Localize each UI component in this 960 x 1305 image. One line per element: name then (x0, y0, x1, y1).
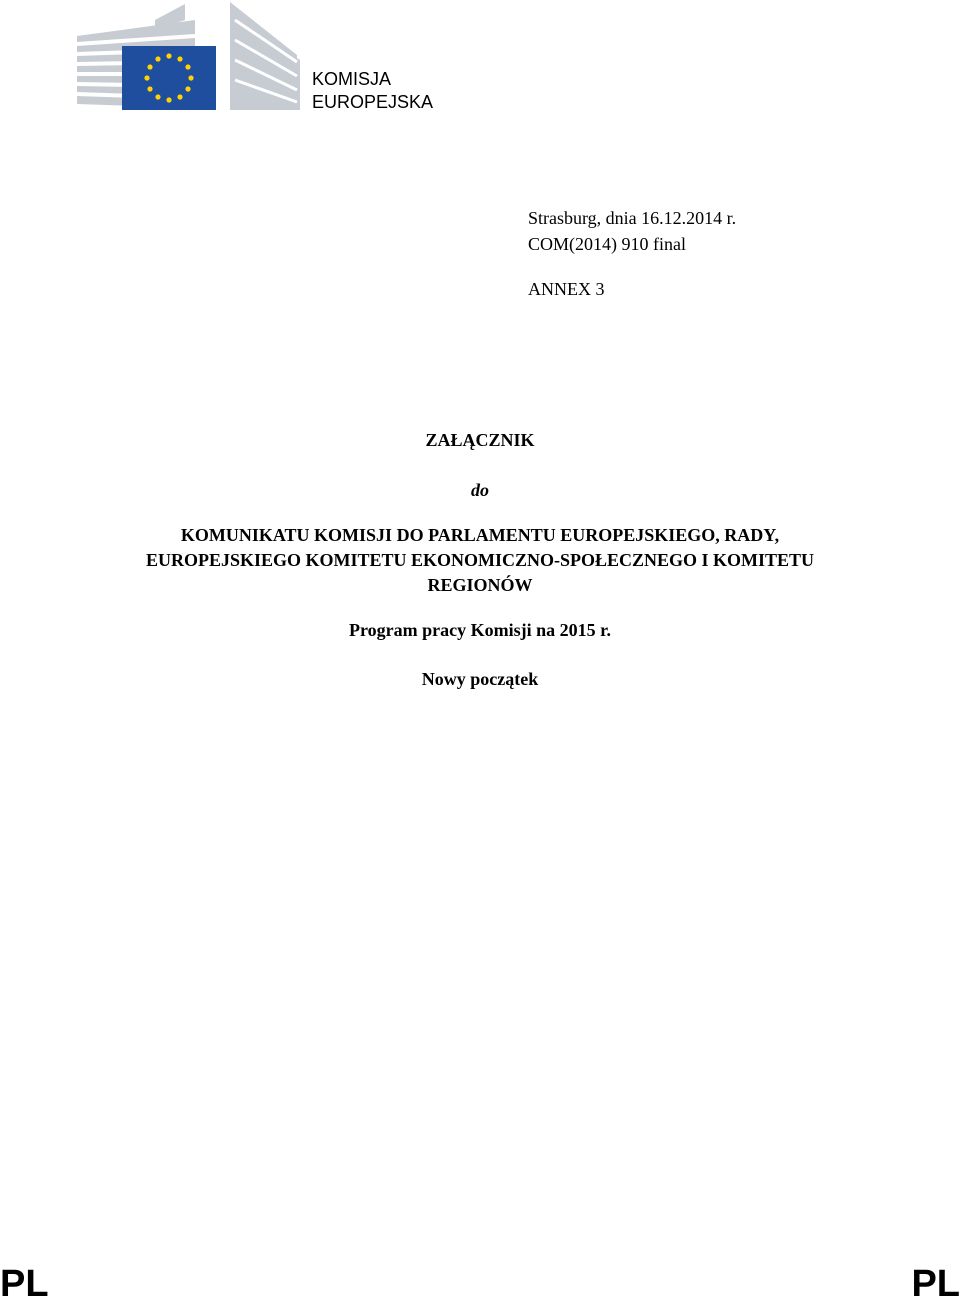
org-name-line-1: KOMISJA (312, 69, 392, 89)
language-code-right: PL (911, 1263, 960, 1305)
place-and-date: Strasburg, dnia 16.12.2014 r. (528, 208, 737, 228)
language-code-left: PL (0, 1263, 49, 1305)
title-line-1: KOMUNIKATU KOMISJI DO PARLAMENTU EUROPEJSKIEGO, RADY, (180, 525, 780, 545)
document-subtitle: Program pracy Komisji na 2015 r. (349, 620, 611, 640)
title-line-3: REGIONÓW (427, 575, 533, 595)
document-title (0, 523, 960, 598)
org-name-line-2: EUROPEJSKA (312, 92, 434, 112)
organization-name (312, 68, 433, 114)
document-heading: ZAŁĄCZNIK (425, 430, 535, 450)
document-reference: COM(2014) 910 final (528, 234, 686, 254)
document-subtitle-2: Nowy początek (421, 669, 539, 689)
preposition-do: do (471, 480, 489, 500)
european-commission-logo (75, 0, 305, 112)
title-line-2: EUROPEJSKIEGO KOMITETU EKONOMICZNO-SPOŁECZNEGO I KOMITETU (145, 550, 815, 570)
commission-building-icon (75, 0, 305, 112)
annex-label: ANNEX 3 (528, 279, 605, 299)
